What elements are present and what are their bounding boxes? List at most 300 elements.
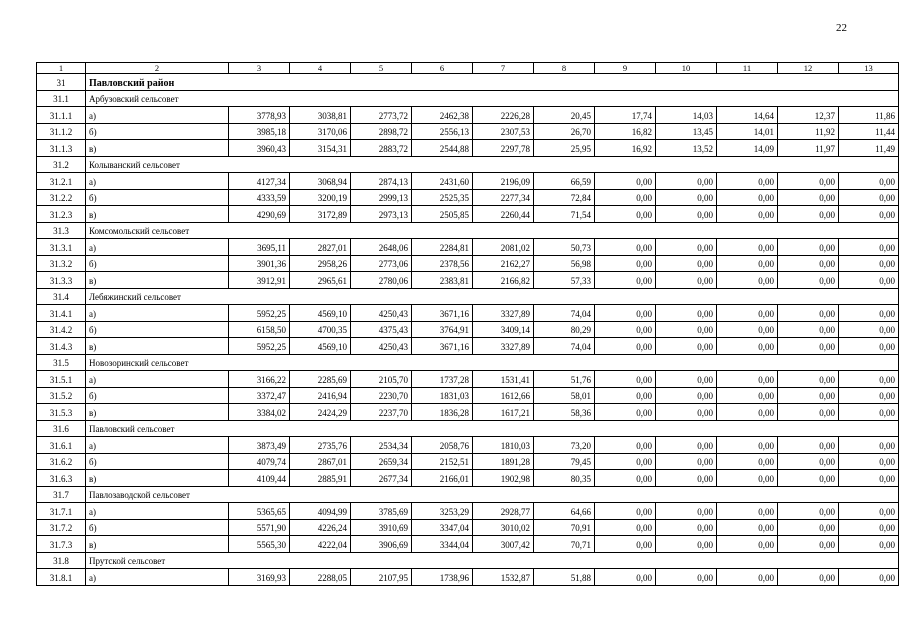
table-cell: 2525,35 (412, 189, 473, 206)
table-cell: 0,00 (595, 305, 656, 322)
row-code: 31.2.1 (37, 173, 86, 190)
row-code: 31.7.2 (37, 519, 86, 536)
table-cell: 0,00 (595, 437, 656, 454)
settlement-row (37, 222, 899, 239)
table-cell: 0,00 (839, 404, 899, 421)
table-row (37, 503, 899, 520)
table-cell: 0,00 (778, 470, 839, 487)
table-cell: 6158,50 (229, 321, 290, 338)
table-cell: 0,00 (717, 453, 778, 470)
district-row (37, 74, 899, 91)
table-cell: 2424,29 (290, 404, 351, 421)
table-cell: 1532,87 (473, 569, 534, 586)
table-cell: 0,00 (778, 239, 839, 256)
table-cell: 0,00 (656, 239, 717, 256)
row-code: 31.4.3 (37, 338, 86, 355)
table-cell: 0,00 (717, 519, 778, 536)
table-cell: 51,88 (534, 569, 595, 586)
district-code: 31 (37, 74, 86, 91)
table-cell: 3200,19 (290, 189, 351, 206)
row-variant: б) (86, 387, 229, 404)
table-cell: 0,00 (595, 503, 656, 520)
table-cell: 3901,36 (229, 255, 290, 272)
column-number: 13 (839, 63, 899, 74)
table-cell: 2152,51 (412, 453, 473, 470)
table-cell: 2874,13 (351, 173, 412, 190)
settlement-row (37, 156, 899, 173)
table-row (37, 206, 899, 223)
table-row (37, 123, 899, 140)
settlement-code: 31.7 (37, 486, 86, 503)
table-cell: 25,95 (534, 140, 595, 157)
table-cell: 0,00 (595, 569, 656, 586)
table-cell: 0,00 (839, 453, 899, 470)
table-cell: 0,00 (656, 569, 717, 586)
table-cell: 0,00 (717, 206, 778, 223)
settlement-code: 31.6 (37, 420, 86, 437)
table-cell: 2885,91 (290, 470, 351, 487)
table-cell: 0,00 (839, 239, 899, 256)
table-cell: 3912,91 (229, 272, 290, 289)
row-variant: а) (86, 503, 229, 520)
table-cell: 2196,09 (473, 173, 534, 190)
table-cell: 0,00 (839, 173, 899, 190)
table-cell: 80,29 (534, 321, 595, 338)
settlement-code: 31.4 (37, 288, 86, 305)
table-cell: 12,37 (778, 107, 839, 124)
row-variant: а) (86, 239, 229, 256)
table-cell: 0,00 (778, 387, 839, 404)
table-cell: 1617,21 (473, 404, 534, 421)
table-cell: 4569,10 (290, 305, 351, 322)
table-cell: 1902,98 (473, 470, 534, 487)
table-cell: 0,00 (717, 536, 778, 553)
table-cell: 2928,77 (473, 503, 534, 520)
settlement-name: Прутской сельсовет (86, 552, 899, 569)
settlement-code: 31.2 (37, 156, 86, 173)
table-cell: 0,00 (595, 321, 656, 338)
table-cell: 4700,35 (290, 321, 351, 338)
table-cell: 13,45 (656, 123, 717, 140)
settlement-code: 31.3 (37, 222, 86, 239)
table-cell: 0,00 (778, 503, 839, 520)
table-cell: 0,00 (595, 387, 656, 404)
table-cell: 0,00 (839, 272, 899, 289)
table-cell: 74,04 (534, 305, 595, 322)
table-cell: 3327,89 (473, 305, 534, 322)
table-cell: 2226,28 (473, 107, 534, 124)
row-code: 31.6.3 (37, 470, 86, 487)
table-cell: 17,74 (595, 107, 656, 124)
settlement-code: 31.1 (37, 90, 86, 107)
table-cell: 0,00 (717, 371, 778, 388)
row-variant: а) (86, 371, 229, 388)
row-code: 31.4.1 (37, 305, 86, 322)
table-cell: 0,00 (595, 470, 656, 487)
table-row (37, 470, 899, 487)
row-code: 31.2.3 (37, 206, 86, 223)
table-cell: 0,00 (717, 404, 778, 421)
table-cell: 2867,01 (290, 453, 351, 470)
table-cell: 0,00 (717, 189, 778, 206)
table-row (37, 371, 899, 388)
column-number: 9 (595, 63, 656, 74)
table-row (37, 569, 899, 586)
row-variant: а) (86, 173, 229, 190)
table-cell: 0,00 (839, 321, 899, 338)
table-cell: 11,97 (778, 140, 839, 157)
table-row (37, 189, 899, 206)
table-cell: 2973,13 (351, 206, 412, 223)
row-code: 31.8.1 (37, 569, 86, 586)
settlement-row (37, 420, 899, 437)
table-cell: 80,35 (534, 470, 595, 487)
district-name: Павловский район (86, 74, 899, 91)
table-cell: 2898,72 (351, 123, 412, 140)
table-cell: 5565,30 (229, 536, 290, 553)
table-cell: 0,00 (778, 305, 839, 322)
table-cell: 0,00 (717, 173, 778, 190)
settlement-name: Колыванский сельсовет (86, 156, 899, 173)
row-variant: а) (86, 569, 229, 586)
table-cell: 0,00 (839, 338, 899, 355)
table-cell: 0,00 (595, 173, 656, 190)
table-row (37, 107, 899, 124)
table-cell: 4079,74 (229, 453, 290, 470)
table-cell: 2534,34 (351, 437, 412, 454)
table-cell: 0,00 (656, 371, 717, 388)
table-cell: 3154,31 (290, 140, 351, 157)
table-cell: 0,00 (839, 255, 899, 272)
table-cell: 2505,85 (412, 206, 473, 223)
settlement-name: Комсомольский сельсовет (86, 222, 899, 239)
table-cell: 4333,59 (229, 189, 290, 206)
table-cell: 0,00 (717, 437, 778, 454)
table-cell: 0,00 (595, 206, 656, 223)
table-cell: 1891,28 (473, 453, 534, 470)
table-cell: 70,91 (534, 519, 595, 536)
table-cell: 3778,93 (229, 107, 290, 124)
table-cell: 2058,76 (412, 437, 473, 454)
table-cell: 0,00 (778, 338, 839, 355)
table-cell: 0,00 (778, 519, 839, 536)
table-cell: 3347,04 (412, 519, 473, 536)
table-cell: 0,00 (778, 569, 839, 586)
table-cell: 2107,95 (351, 569, 412, 586)
table-cell: 0,00 (717, 470, 778, 487)
settlement-name: Павлозаводской сельсовет (86, 486, 899, 503)
table-cell: 1531,41 (473, 371, 534, 388)
table-cell: 4290,69 (229, 206, 290, 223)
table-cell: 0,00 (717, 503, 778, 520)
table-cell: 11,44 (839, 123, 899, 140)
table-cell: 3764,91 (412, 321, 473, 338)
table-cell: 14,64 (717, 107, 778, 124)
table-cell: 2260,44 (473, 206, 534, 223)
table-cell: 0,00 (778, 404, 839, 421)
table-cell: 3007,42 (473, 536, 534, 553)
table-cell: 3253,29 (412, 503, 473, 520)
table-row (37, 272, 899, 289)
column-number: 2 (86, 63, 229, 74)
row-code: 31.7.1 (37, 503, 86, 520)
table-cell: 0,00 (656, 536, 717, 553)
table-cell: 51,76 (534, 371, 595, 388)
table-cell: 2166,01 (412, 470, 473, 487)
table-cell: 0,00 (595, 189, 656, 206)
column-number: 8 (534, 63, 595, 74)
row-code: 31.7.3 (37, 536, 86, 553)
table-cell: 3671,16 (412, 305, 473, 322)
row-variant: б) (86, 123, 229, 140)
table-cell: 0,00 (839, 371, 899, 388)
row-code: 31.5.3 (37, 404, 86, 421)
table-cell: 50,73 (534, 239, 595, 256)
table-cell: 0,00 (656, 387, 717, 404)
row-code: 31.1.3 (37, 140, 86, 157)
table-cell: 0,00 (839, 503, 899, 520)
table-cell: 26,70 (534, 123, 595, 140)
table-cell: 4375,43 (351, 321, 412, 338)
table-cell: 0,00 (656, 453, 717, 470)
table-cell: 2648,06 (351, 239, 412, 256)
table-cell: 0,00 (778, 321, 839, 338)
row-variant: б) (86, 321, 229, 338)
table-cell: 0,00 (839, 536, 899, 553)
table-cell: 1738,96 (412, 569, 473, 586)
table-cell: 4250,43 (351, 305, 412, 322)
column-number: 4 (290, 63, 351, 74)
table-cell: 11,92 (778, 123, 839, 140)
table-cell: 0,00 (656, 173, 717, 190)
column-number: 10 (656, 63, 717, 74)
column-number: 5 (351, 63, 412, 74)
table-body (37, 63, 899, 586)
table-cell: 2773,72 (351, 107, 412, 124)
settlement-row (37, 288, 899, 305)
row-variant: б) (86, 255, 229, 272)
table-cell: 2162,27 (473, 255, 534, 272)
table-cell: 4569,10 (290, 338, 351, 355)
table-cell: 0,00 (839, 470, 899, 487)
row-code: 31.1.2 (37, 123, 86, 140)
table-cell: 0,00 (778, 453, 839, 470)
table-cell: 0,00 (717, 305, 778, 322)
settlement-name: Лебяжинский сельсовет (86, 288, 899, 305)
table-cell: 0,00 (656, 272, 717, 289)
table-cell: 2285,69 (290, 371, 351, 388)
table-cell: 2277,34 (473, 189, 534, 206)
table-cell: 3985,18 (229, 123, 290, 140)
table-cell: 14,03 (656, 107, 717, 124)
table-cell: 0,00 (656, 305, 717, 322)
row-code: 31.3.1 (37, 239, 86, 256)
table-row (37, 321, 899, 338)
table-row (37, 437, 899, 454)
page-number: 22 (836, 22, 847, 34)
table-cell: 3170,06 (290, 123, 351, 140)
table-cell: 3038,81 (290, 107, 351, 124)
table-cell: 0,00 (656, 189, 717, 206)
table-cell: 3695,11 (229, 239, 290, 256)
table-cell: 0,00 (656, 206, 717, 223)
settlement-code: 31.5 (37, 354, 86, 371)
row-variant: в) (86, 404, 229, 421)
row-code: 31.5.2 (37, 387, 86, 404)
table-cell: 2431,60 (412, 173, 473, 190)
table-cell: 2999,13 (351, 189, 412, 206)
table-row (37, 305, 899, 322)
table-cell: 3010,02 (473, 519, 534, 536)
table-cell: 0,00 (595, 371, 656, 388)
row-code: 31.6.2 (37, 453, 86, 470)
table-cell: 74,04 (534, 338, 595, 355)
table-cell: 3327,89 (473, 338, 534, 355)
column-number: 11 (717, 63, 778, 74)
table-cell: 0,00 (778, 272, 839, 289)
table-cell: 3671,16 (412, 338, 473, 355)
settlement-name: Новозоринский сельсовет (86, 354, 899, 371)
table-cell: 0,00 (717, 569, 778, 586)
table-cell: 3166,22 (229, 371, 290, 388)
table-row (37, 173, 899, 190)
table-row (37, 140, 899, 157)
table-cell: 13,52 (656, 140, 717, 157)
table-cell: 0,00 (656, 437, 717, 454)
table-cell: 5571,90 (229, 519, 290, 536)
table-cell: 0,00 (656, 503, 717, 520)
table-cell: 58,01 (534, 387, 595, 404)
table-cell: 66,59 (534, 173, 595, 190)
table-row (37, 387, 899, 404)
row-variant: б) (86, 453, 229, 470)
table-cell: 71,54 (534, 206, 595, 223)
table-cell: 2105,70 (351, 371, 412, 388)
table-cell: 0,00 (595, 404, 656, 421)
table-row (37, 239, 899, 256)
table-cell: 79,45 (534, 453, 595, 470)
table-cell: 3172,89 (290, 206, 351, 223)
table-cell: 2297,78 (473, 140, 534, 157)
table-cell: 3169,93 (229, 569, 290, 586)
table-cell: 3384,02 (229, 404, 290, 421)
table-cell: 3409,14 (473, 321, 534, 338)
table-cell: 0,00 (717, 321, 778, 338)
table-cell: 3906,69 (351, 536, 412, 553)
table-cell: 0,00 (595, 536, 656, 553)
table-cell: 11,86 (839, 107, 899, 124)
row-variant: б) (86, 519, 229, 536)
table-cell: 0,00 (717, 239, 778, 256)
column-number: 12 (778, 63, 839, 74)
table-cell: 0,00 (778, 437, 839, 454)
table-row (37, 338, 899, 355)
table-cell: 11,49 (839, 140, 899, 157)
row-code: 31.6.1 (37, 437, 86, 454)
settlement-row (37, 354, 899, 371)
table-cell: 4226,24 (290, 519, 351, 536)
table-cell: 2284,81 (412, 239, 473, 256)
table-cell: 5952,25 (229, 338, 290, 355)
table-cell: 70,71 (534, 536, 595, 553)
table-cell: 5365,65 (229, 503, 290, 520)
table-row (37, 519, 899, 536)
row-variant: в) (86, 536, 229, 553)
table-cell: 0,00 (839, 206, 899, 223)
table-cell: 0,00 (839, 519, 899, 536)
table-cell: 0,00 (656, 470, 717, 487)
table-cell: 0,00 (839, 305, 899, 322)
table-cell: 0,00 (656, 338, 717, 355)
settlement-name: Арбузовский сельсовет (86, 90, 899, 107)
table-cell: 0,00 (778, 371, 839, 388)
table-cell: 2416,94 (290, 387, 351, 404)
table-cell: 2965,61 (290, 272, 351, 289)
table-cell: 0,00 (656, 519, 717, 536)
table-cell: 0,00 (778, 206, 839, 223)
table-cell: 16,92 (595, 140, 656, 157)
table-row (37, 453, 899, 470)
table-cell: 4127,34 (229, 173, 290, 190)
table-cell: 0,00 (839, 189, 899, 206)
table-cell: 2556,13 (412, 123, 473, 140)
table-row (37, 255, 899, 272)
table-cell: 1836,28 (412, 404, 473, 421)
table-cell: 0,00 (778, 189, 839, 206)
table-cell: 0,00 (595, 519, 656, 536)
table-cell: 2307,53 (473, 123, 534, 140)
row-variant: а) (86, 437, 229, 454)
tariff-table (36, 62, 899, 586)
table-cell: 1612,66 (473, 387, 534, 404)
table-cell: 14,01 (717, 123, 778, 140)
table-cell: 3910,69 (351, 519, 412, 536)
row-code: 31.5.1 (37, 371, 86, 388)
table-cell: 4109,44 (229, 470, 290, 487)
row-code: 31.1.1 (37, 107, 86, 124)
table-cell: 3068,94 (290, 173, 351, 190)
table-cell: 2677,34 (351, 470, 412, 487)
row-variant: б) (86, 189, 229, 206)
table-cell: 0,00 (717, 387, 778, 404)
table-cell: 3873,49 (229, 437, 290, 454)
settlement-row (37, 486, 899, 503)
table-cell: 0,00 (839, 569, 899, 586)
table-cell: 0,00 (595, 255, 656, 272)
row-code: 31.3.3 (37, 272, 86, 289)
table-cell: 0,00 (595, 239, 656, 256)
table-cell: 2827,01 (290, 239, 351, 256)
table-cell: 20,45 (534, 107, 595, 124)
table-cell: 4094,99 (290, 503, 351, 520)
row-variant: в) (86, 470, 229, 487)
table-cell: 3372,47 (229, 387, 290, 404)
table-cell: 0,00 (717, 255, 778, 272)
row-variant: в) (86, 140, 229, 157)
table-cell: 2735,76 (290, 437, 351, 454)
settlement-name: Павловский сельсовет (86, 420, 899, 437)
table-cell: 1831,03 (412, 387, 473, 404)
settlement-row (37, 552, 899, 569)
table-cell: 0,00 (595, 272, 656, 289)
row-variant: в) (86, 272, 229, 289)
table-cell: 14,09 (717, 140, 778, 157)
row-variant: в) (86, 206, 229, 223)
row-variant: а) (86, 305, 229, 322)
table-cell: 0,00 (656, 404, 717, 421)
table-row (37, 404, 899, 421)
table-cell: 5952,25 (229, 305, 290, 322)
